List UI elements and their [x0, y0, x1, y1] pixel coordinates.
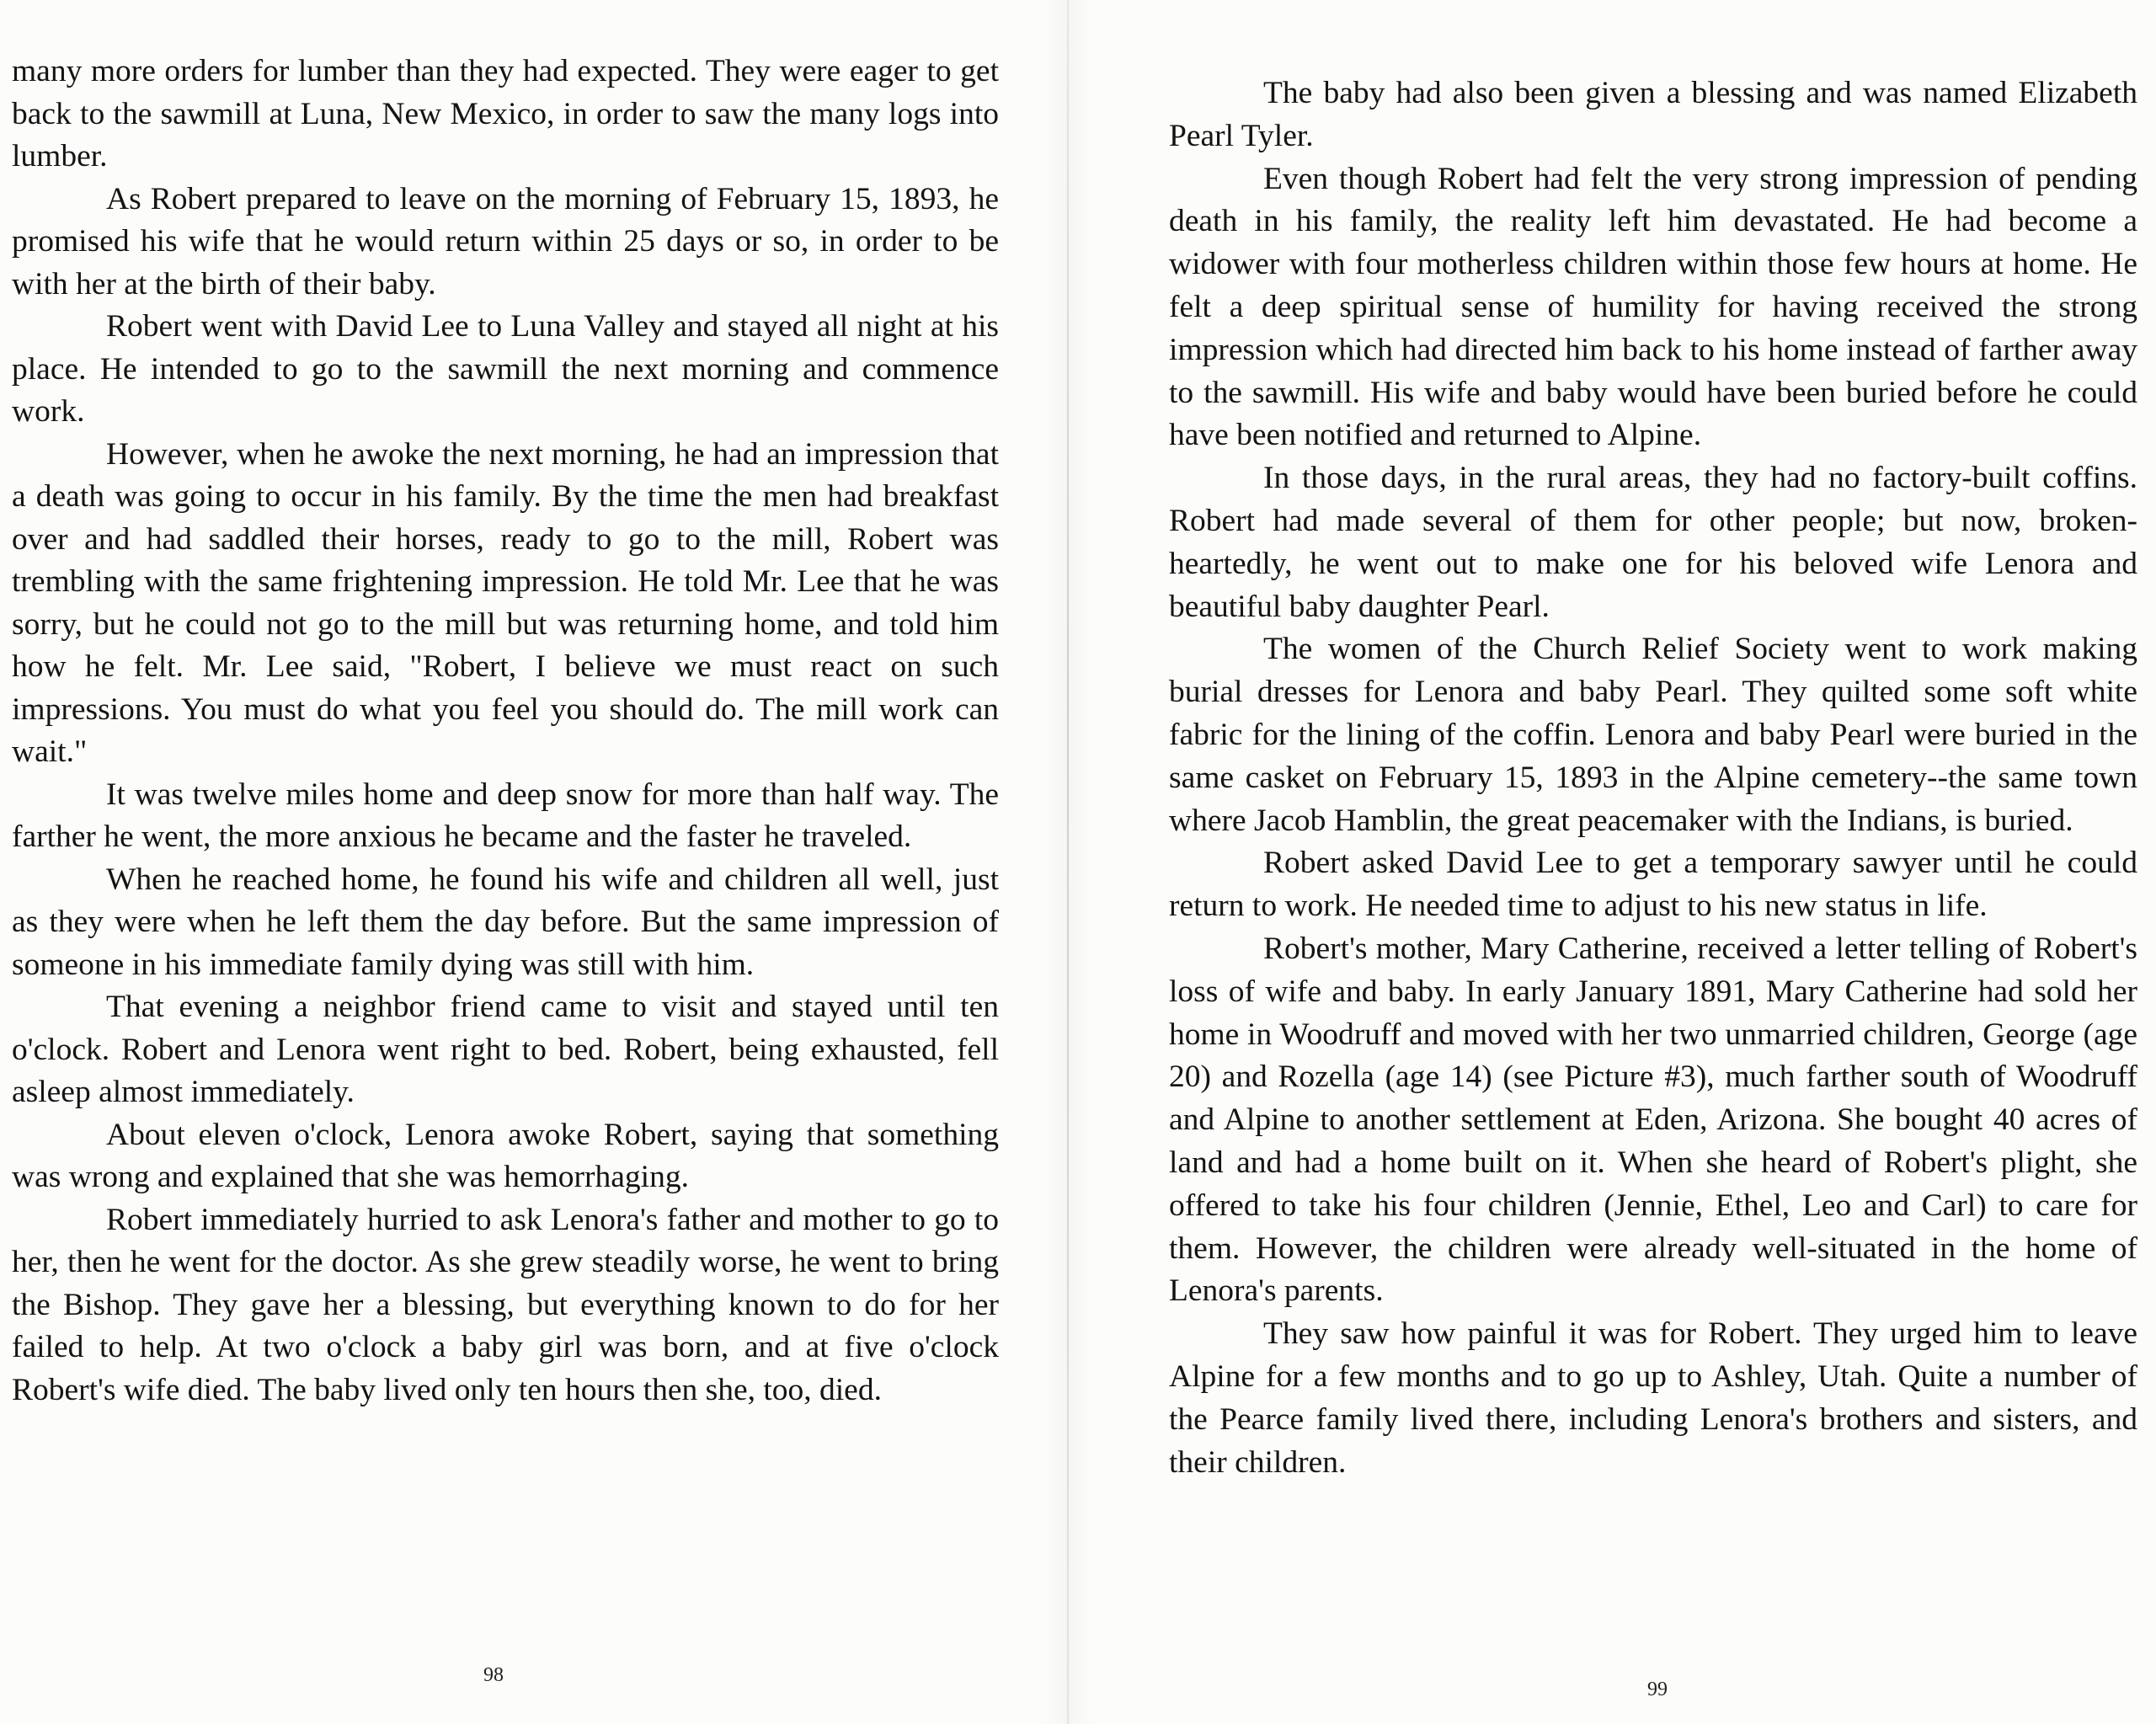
paragraph: About eleven o'clock, Lenora awoke Robert, saying that something was wrong and explained that she was hemorrhaging.	[12, 1117, 999, 1194]
paragraph: When he reached home, he found his wife and children all well, just as they were when he left them the day before. But the same impression of someone in his immediate family dying was still with him.	[12, 862, 999, 982]
page-number-left: 98	[483, 1664, 504, 1686]
paragraph: That evening a neighbor friend came to visit and stayed until ten o'clock. Robert and Lenora went right to bed. Robert, being exhausted, fell asleep almost immediately.	[12, 990, 999, 1109]
right-page	[1091, 0, 2156, 1724]
paragraph: Robert asked David Lee to get a temporary sawyer until he could return to work. He needed time to adjust to his new status in life.	[1169, 846, 2137, 924]
paragraph: Even though Robert had felt the very strong impression of pending death in his family, the reality left him devastated. He had become a widower with four motherless children within those few hours at home. He felt a deep spiritual sense of humility for having received the strong impression which had directed him back to his home instead of farther away to the sawmill. His wife and baby would have been buried before he could have been notified and returned to Alpine.	[1169, 161, 2137, 453]
left-page-text	[12, 51, 999, 1412]
paragraph: In those days, in the rural areas, they had no factory-built coffins. Robert had made several of them for other people; but now, broken-heartedly, he went out to make one for his beloved wife Lenora and beautiful baby daughter Pearl.	[1169, 461, 2137, 624]
paragraph: many more orders for lumber than they had expected. They were eager to get back to the sawmill at Luna, New Mexico, in order to saw the many logs into lumber.	[12, 54, 999, 173]
paragraph: Robert went with David Lee to Luna Valley and stayed all night at his place. He intended to go to the sawmill the next morning and commence work.	[12, 309, 999, 429]
paragraph: As Robert prepared to leave on the morning of February 15, 1893, he promised his wife that he would return within 25 days or so, in order to be with her at the birth of their baby.	[12, 181, 999, 302]
paragraph: It was twelve miles home and deep snow for more than half way. The farther he went, the more anxious he became and the faster he traveled.	[12, 777, 999, 854]
paragraph: They saw how painful it was for Robert. They urged him to leave Alpine for a few months and to go up to Ashley, Utah. Quite a number of the Pearce family lived there, including Lenora's brothers and sisters, and their children.	[1169, 1316, 2137, 1480]
page-number-right: 99	[1647, 1679, 1668, 1700]
paragraph: The women of the Church Relief Society went to work making burial dresses for Lenora and baby Pearl. They quilted some soft white fabric for the lining of the coffin. Lenora and baby Pearl were buried in the same casket on February 15, 1893 in the Alpine cemetery--the same town where Jacob Hamblin, the great peacemaker with the Indians, is buried.	[1169, 632, 2137, 838]
paragraph: Robert immediately hurried to ask Lenora's father and mother to go to her, then he went for the doctor. As she grew steadily worse, he went to bring the Bishop. They gave her a blessing, but everything known to do for her failed to help. At two o'clock a baby girl was born, and at five o'clock Robert's wife died. The baby lived only ten hours then she, too, died.	[12, 1202, 999, 1407]
right-page-text	[1169, 72, 2137, 1484]
left-page	[0, 0, 1044, 1724]
book-gutter	[1067, 0, 1069, 1724]
paragraph: The baby had also been given a blessing and was named Elizabeth Pearl Tyler.	[1169, 76, 2137, 153]
paragraph: Robert's mother, Mary Catherine, received a letter telling of Robert's loss of wife and baby. In early January 1891, Mary Catherine had sold her home in Woodruff and moved with her two unmarried children, George (age 20) and Rozella (age 14) (see Picture #3), much farther south of Woodruff and Alpine to another settlement at Eden, Arizona. She bought 40 acres of land and had a home built on it. When she heard of Robert's plight, she offered to take his four children (Jennie, Ethel, Leo and Carl) to care for them. However, the children were already well-situated in the home of Lenora's parents.	[1169, 931, 2137, 1309]
paragraph: However, when he awoke the next morning, he had an impression that a death was going to occur in his family. By the time the men had breakfast over and had saddled their horses, ready to go to the mill, Robert was trembling with the same frightening impression. He told Mr. Lee that he was sorry, but he could not go to the mill but was returning home, and told him how he felt. Mr. Lee said, "Robert, I believe we must react on such impressions. You must do what you feel you should do. The mill work can wait."	[12, 436, 999, 769]
